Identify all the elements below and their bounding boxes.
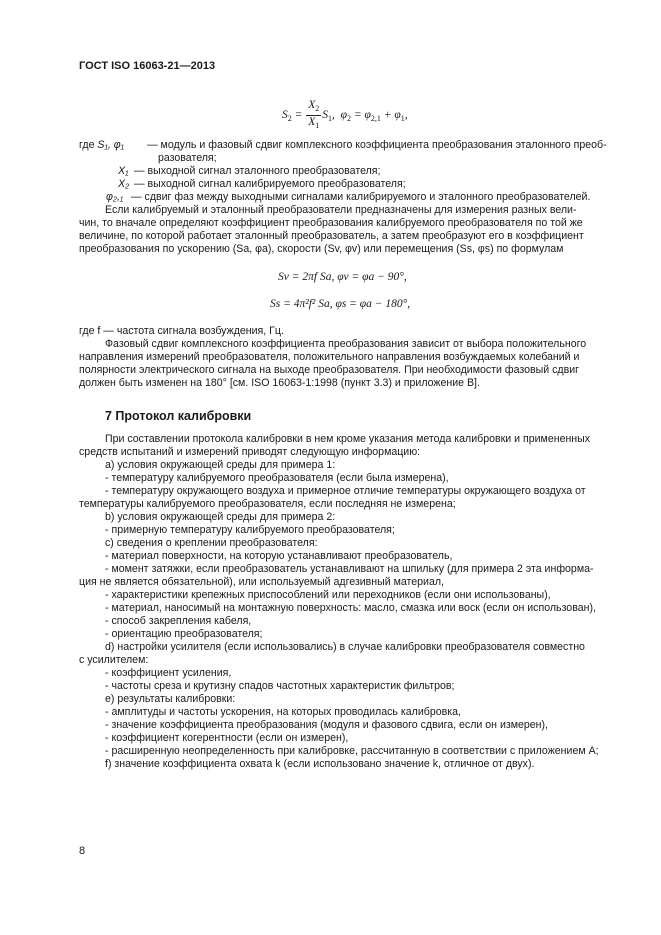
def-x2-text: — выходной сигнал калибрируемого преобразователя; xyxy=(134,178,406,190)
def-phi21-text: — сдвиг фаз между выходными сигналами калибрируемого и эталонного преобразователей. xyxy=(131,191,591,203)
formula-displacement: Ss = 4π²f² Sa, φs = φa − 180°, xyxy=(270,298,411,310)
protocol-line: с усилителем: xyxy=(79,654,149,666)
protocol-line: средств испытаний и измерений приводят следующую информацию: xyxy=(79,446,421,458)
protocol-line: - амплитуды и частоты ускорения, на которых проводилась калибровка, xyxy=(105,706,461,718)
formula-velocity: Sv = 2πf Sa, φv = φa − 90°, xyxy=(278,271,407,283)
protocol-line: f) значение коэффициента охвата k (если использовано значение k, отличное от двух). xyxy=(105,758,535,770)
protocol-line: - характеристики крепежных приспособлений или переходников (если они использованы), xyxy=(105,589,551,601)
protocol-line: - момент затяжки, если преобразователь устанавливают на шпильку (для примера 2 эта информа- xyxy=(105,563,594,575)
def-phi21-symbol: φ₂,₁ xyxy=(106,191,124,203)
protocol-line: ция не является обязательной), или используемый адгезивный материал, xyxy=(79,576,444,588)
fraction-x2-x1: $\frac{X_2}{X_1}$ xyxy=(308,99,320,130)
protocol-line: - ориентацию преобразователя; xyxy=(105,628,263,640)
document-header: ГОСТ ISO 16063-21—2013 xyxy=(79,60,216,72)
protocol-line: - расширенную неопределенность при калибровке, рассчитанную в соответствии с приложением А; xyxy=(105,745,599,757)
para2-line: Фазовый сдвиг комплексного коэффициента преобразования зависит от выбора положительного xyxy=(105,338,587,350)
page-number: 8 xyxy=(79,845,86,857)
protocol-line: При составлении протокола калибровки в нем кроме указания метода калибровки и примененных xyxy=(105,433,591,445)
protocol-line: - значение коэффициента преобразования (модуля и фазового сдвига, если он измерен), xyxy=(105,719,548,731)
para1-line: чин, то вначале определяют коэффициент преобразования калибруемого преобразователя по той же xyxy=(79,217,583,229)
protocol-line: - коэффициент усиления, xyxy=(105,667,232,679)
def-intro: где S₁, φ₁ xyxy=(79,139,124,151)
para1-line: преобразования по ускорению (Sa, φa), скорости (Sv, φv) или перемещения (Ss, φs) по формулам xyxy=(79,243,564,255)
protocol-line: b) условия окружающей среды для примера 2: xyxy=(105,511,336,523)
def-s1-text-cont: разователя; xyxy=(158,152,217,164)
para2-line: должен быть изменен на 180° [см. ISO 16063-1:1998 (пункт 3.3) и приложение В]. xyxy=(79,377,480,389)
protocol-line: - материал, наносимый на монтажную поверхность: масло, смазка или воск (если он использован), xyxy=(105,602,596,614)
protocol-line: - температуру калибруемого преобразователя (если была измерена), xyxy=(105,472,449,484)
protocol-line: - частоты среза и крутизну спадов частотных характеристик фильтров; xyxy=(105,680,455,692)
protocol-line: - способ закрепления кабеля, xyxy=(105,615,252,627)
protocol-line: d) настройки усилителя (если использовались) в случае калибровки преобразователя совместно xyxy=(105,641,585,653)
para2-line: направления измерений преобразователя, положительного направления возбуждаемых колебаний и xyxy=(79,351,580,363)
section-heading: 7 Протокол калибровки xyxy=(105,409,252,423)
protocol-line: - примерную температуру калибруемого преобразователя; xyxy=(105,524,395,536)
protocol-line: с) сведения о креплении преобразователя: xyxy=(105,537,318,549)
protocol-line: е) результаты калибровки: xyxy=(105,693,236,705)
protocol-line: а) условия окружающей среды для примера 1: xyxy=(105,459,336,471)
where-f: где f — частота сигнала возбуждения, Гц. xyxy=(79,325,284,337)
def-s1-text: — модуль и фазовый сдвиг комплексного коэффициента преобразования эталонного преоб- xyxy=(147,139,607,151)
protocol-line: - температуру окружающего воздуха и примерное отличие температуры окружающего воздуха от xyxy=(105,485,586,497)
formula-s2: $S_2$ = $\frac{X_2}{X_1}$ $S_1$, $\varphi_2 = \varphi_{2,1} + \varphi_1$, xyxy=(282,99,408,130)
para2-line: полярности электрического сигнала на выходе преобразователя. При необходимости фазовый сдвиг xyxy=(79,364,580,376)
protocol-line: - материал поверхности, на которую устанавливают преобразователь, xyxy=(105,550,453,562)
def-x1-text: — выходной сигнал эталонного преобразователя; xyxy=(134,165,381,177)
def-x1-symbol: X₁ xyxy=(118,165,129,177)
protocol-line: - коэффициент когерентности (если он измерен), xyxy=(105,732,349,744)
para1-line: Если калибруемый и эталонный преобразователи предназначены для измерения разных вели- xyxy=(105,204,577,216)
def-x2-symbol: X₂ xyxy=(118,178,130,190)
protocol-line: температуры калибруемого преобразователя, если последняя не измерена; xyxy=(79,498,456,510)
para1-line: величине, по которой работает эталонный преобразователь, а затем преобразуют его в коэффициент xyxy=(79,230,584,242)
